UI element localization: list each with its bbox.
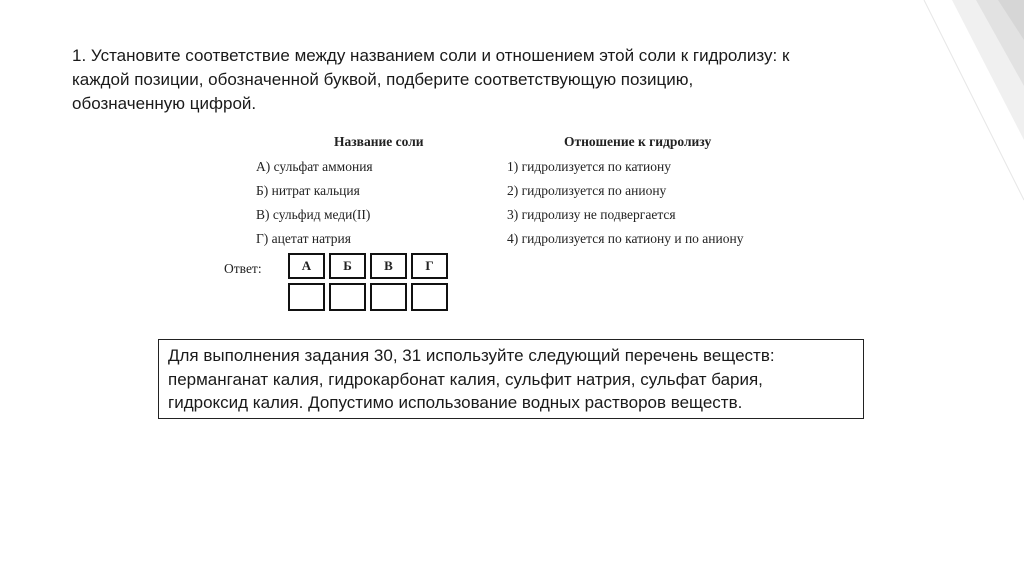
salt-item-v: В) сульфид меди(II): [256, 207, 371, 222]
answer-header-cell: А: [288, 253, 325, 279]
hydrolysis-column-header: Отношение к гидролизу: [564, 134, 712, 149]
task-line: обозначенную цифрой.: [72, 94, 257, 113]
substances-info-box: [158, 339, 864, 419]
salt-item-a: А) сульфат аммония: [256, 159, 373, 174]
salt-column-header: Название соли: [334, 134, 424, 149]
task-line: 1. Установите соответствие между названием соли и отношением этой соли к гидролизу: к: [72, 46, 790, 65]
salt-item-g: Г) ацетат натрия: [256, 231, 351, 246]
info-line: перманганат калия, гидрокарбонат калия, сульфит натрия, сульфат бария,: [168, 369, 763, 389]
answer-input-cell[interactable]: [370, 283, 407, 311]
answer-grid: [288, 253, 448, 311]
hydrolysis-item-4: 4) гидролизуется по катиону и по аниону: [507, 231, 744, 246]
answer-header-cell: В: [370, 253, 407, 279]
hydrolysis-item-1: 1) гидролизуется по катиону: [507, 159, 671, 174]
answer-label: Ответ:: [224, 261, 262, 276]
hydrolysis-item-3: 3) гидролизу не подвергается: [507, 207, 676, 222]
answer-header-cell: Г: [411, 253, 448, 279]
task-line: каждой позиции, обозначенной буквой, подберите соответствующую позицию,: [72, 70, 694, 89]
matching-table: [218, 130, 798, 320]
info-line: гидроксид калия. Допустимо использование водных растворов веществ.: [168, 393, 743, 412]
answer-header-cell: Б: [329, 253, 366, 279]
answer-input-cell[interactable]: [288, 283, 325, 311]
info-line: Для выполнения задания 30, 31 используйте следующий перечень веществ:: [168, 346, 775, 365]
task-statement: [72, 44, 932, 116]
salt-item-b: Б) нитрат кальция: [256, 183, 360, 198]
hydrolysis-item-2: 2) гидролизуется по аниону: [507, 183, 667, 198]
answer-input-cell[interactable]: [329, 283, 366, 311]
answer-input-cell[interactable]: [411, 283, 448, 311]
